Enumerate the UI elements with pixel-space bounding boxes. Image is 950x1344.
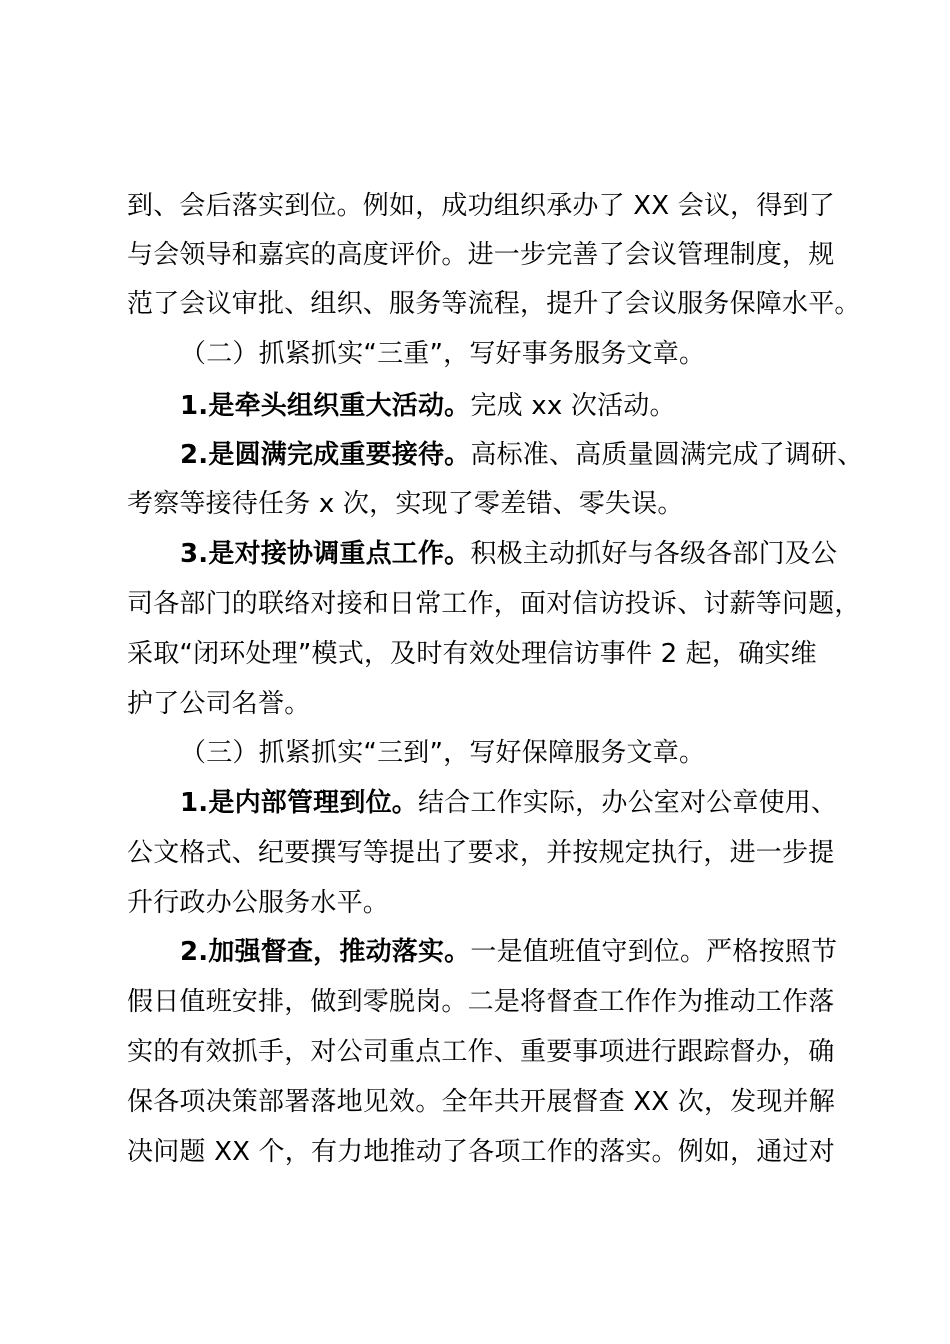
text-segment: 高标准、高质量圆满完成了调研、 [470,440,864,470]
paragraph-line [127,286,861,322]
text-segment: （三）抓紧抓实“三到”，写好保障服务文章。 [180,738,706,768]
text-segment: 完成 xx 次活动。 [470,391,676,421]
paragraph-line [180,934,837,970]
text-segment: 假日值班安排，做到零脱岗。二是将督查工作作为推动工作落 [127,987,835,1017]
section-heading [180,735,705,771]
paragraph-line [180,388,676,424]
bold-lead: 2.是圆满完成重要接待。 [180,440,471,470]
paragraph-line [127,188,835,224]
paragraph-line [127,237,834,273]
paragraph-line [180,785,837,821]
text-segment: 与会领导和嘉宾的高度评价。进一步完善了会议管理制度，规 [127,240,835,270]
text-segment: 保各项决策部署落地见效。全年共开展督查 XX 次，发现并解 [127,1087,835,1117]
paragraph-line [127,1034,834,1070]
bold-lead: 2.加强督查，推动落实。 [180,937,471,967]
text-segment: 采取“闭环处理”模式，及时有效处理信访事件 2 起，确实维 [127,639,817,669]
paragraph-line [127,984,834,1020]
text-segment: 到、会后落实到位。例如，成功组织承办了 XX 会议，得到了 [127,191,835,221]
paragraph-line [127,636,817,672]
bold-lead: 1.是内部管理到位。 [180,788,418,818]
section-heading [180,336,705,372]
paragraph-line [127,586,861,622]
paragraph-line [180,536,837,572]
paragraph-line [127,686,310,722]
text-segment: （二）抓紧抓实“三重”，写好事务服务文章。 [180,339,706,369]
paragraph-line [127,1084,835,1120]
text-segment: 考察等接待任务 x 次，实现了零差错、零失误。 [127,489,684,519]
text-segment: 公文格式、纪要撰写等提出了要求，并按规定执行，进一步提 [127,838,835,868]
text-segment: 实的有效抓手，对公司重点工作、重要事项进行跟踪督办，确 [127,1037,835,1067]
paragraph-line [180,437,863,473]
paragraph-line [127,885,389,921]
text-segment: 护了公司名誉。 [127,689,311,719]
text-segment: 积极主动抓好与各级各部门及公 [470,539,838,569]
text-segment: 结合工作实际，办公室对公章使用、 [417,788,838,818]
text-segment: 升行政办公服务水平。 [127,888,390,918]
paragraph-line [127,835,834,871]
text-segment: 范了会议审批、组织、服务等流程，提升了会议服务保障水平。 [127,289,861,319]
paragraph-line [127,486,684,522]
text-segment: 司各部门的联络对接和日常工作，面对信访投诉、讨薪等问题， [127,589,861,619]
bold-lead: 1.是牵头组织重大活动。 [180,391,471,421]
paragraph-line [127,1134,835,1170]
text-segment: 一是值班值守到位。严格按照节 [470,937,838,967]
text-segment: 决问题 XX 个，有力地推动了各项工作的落实。例如，通过对 [127,1137,835,1167]
bold-lead: 3.是对接协调重点工作。 [180,539,471,569]
